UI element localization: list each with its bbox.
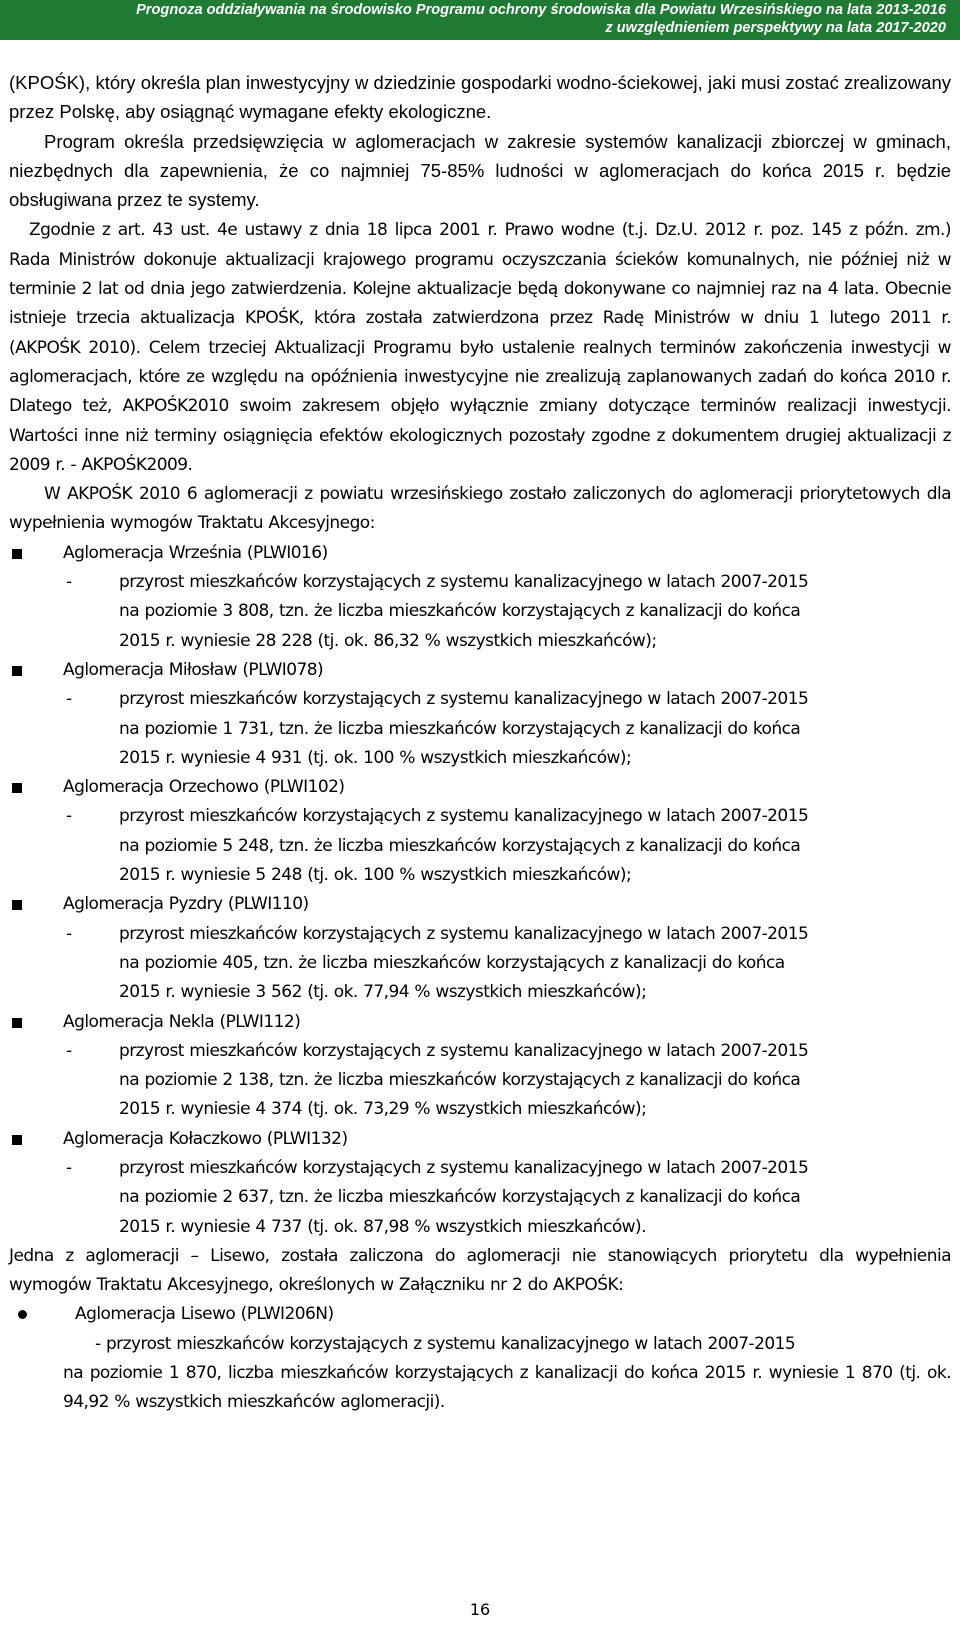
list-item — [9, 890, 951, 1007]
list-item — [9, 1125, 951, 1242]
agglomeration-line-3: 2015 r. wyniesie 5 248 (tj. ok. 100 % wszystkich mieszkańców); — [119, 865, 632, 886]
lisewo-line-1: - przyrost mieszkańców korzystających z systemu kanalizacyjnego w latach 2007-2015 — [95, 1333, 796, 1354]
agglomeration-line-1: przyrost mieszkańców korzystających z systemu kanalizacyjnego w latach 2007-2015 — [119, 689, 809, 710]
agglomeration-line-2: na poziomie 2 138, tzn. że liczba mieszkańców korzystających z kanalizacji do końca — [119, 1070, 801, 1091]
agglomeration-line-1: przyrost mieszkańców korzystających z systemu kanalizacyjnego w latach 2007-2015 — [119, 1040, 809, 1061]
agglomeration-title: Aglomeracja Miłosław (PLWI078) — [63, 659, 324, 680]
agglomeration-line-3: 2015 r. wyniesie 4 374 (tj. ok. 73,29 % wszystkich mieszkańców); — [119, 1099, 647, 1120]
agglomeration-title: Aglomeracja Kołaczkowo (PLWI132) — [63, 1128, 348, 1149]
agglomeration-title: Aglomeracja Września (PLWI016) — [63, 542, 328, 563]
paragraph-kposk-intro: (KPOŚK), który określa plan inwestycyjny w dziedzinie gospodarki wodno-ściekowej, jaki musi zostać zrealizowany przez Polskę, aby osiągnąć wymagane efekty ekologiczne. — [9, 72, 951, 123]
list-item — [9, 773, 951, 890]
square-bullet-icon — [12, 666, 22, 676]
agglomeration-title: Aglomeracja Nekla (PLWI112) — [63, 1011, 301, 1032]
dash-marker: - — [66, 1157, 72, 1178]
square-bullet-icon — [12, 549, 22, 559]
agglomeration-line-2: na poziomie 5 248, tzn. że liczba mieszkańców korzystających z kanalizacji do końca — [119, 835, 801, 856]
square-bullet-icon — [12, 900, 22, 910]
document-body — [9, 68, 951, 1418]
paragraph-legal-basis: Zgodnie z art. 43 ust. 4e ustawy z dnia 18 lipca 2001 r. Prawo wodne (t.j. Dz.U. 2012 r. poz. 145 z późn. zm.) Rada Ministrów dokonuje aktualizacji krajowego programu oczyszczania ścieków komunalnych, nie później niż w terminie 2 lat od dnia jego zatwierdzenia. Kolejne aktualizacje będą dokonywane co najmniej raz na 4 lata. Obecnie istnieje trzecia aktualizacja KPOŚK, która została zatwierdzona przez Radę Ministrów w dniu 1 lutego 2011 r. (AKPOŚK 2010). Celem trzeciej Aktualizacji Programu było ustalenie realnych terminów zakończenia inwestycji w aglomeracjach, które ze względu na opóźnienia inwestycyjne nie zrealizują zaplanowanych zadań do końca 2010 r. Dlatego też, AKPOŚK2010 swoim zakresem objęło wyłącznie zmiany dotyczące terminów realizacji inwestycji. Wartości inne niż terminy osiągnięcia efektów ekologicznych pozostały zgodne z dokumentem drugiej aktualizacji z 2009 r. - AKPOŚK2009. — [9, 220, 951, 475]
dash-marker: - — [66, 1040, 72, 1061]
agglomeration-line-1: przyrost mieszkańców korzystających z systemu kanalizacyjnego w latach 2007-2015 — [119, 806, 809, 827]
agglomeration-line-3: 2015 r. wyniesie 28 228 (tj. ok. 86,32 % wszystkich mieszkańców); — [119, 630, 657, 651]
agglomeration-line-2: na poziomie 3 808, tzn. że liczba mieszkańców korzystających z kanalizacji do końca — [119, 601, 801, 622]
paragraph-program-scope: Program określa przedsięwzięcia w aglomeracjach w zakresie systemów kanalizacji zbiorczej w gminach, niezbędnych dla zapewnienia, że co najmniej 75-85% ludności w aglomeracjach do końca 2015 r. będzie obsługiwana przez te systemy. — [9, 130, 951, 211]
square-bullet-icon — [12, 1135, 22, 1145]
agglomeration-list — [9, 539, 951, 1242]
page-number: 16 — [469, 1600, 491, 1619]
agglomeration-line-2: na poziomie 405, tzn. że liczba mieszkańców korzystających z kanalizacji do końca — [119, 952, 785, 973]
agglomeration-line-2: na poziomie 1 731, tzn. że liczba mieszkańców korzystających z kanalizacji do końca — [119, 718, 801, 739]
agglomeration-title: Aglomeracja Pyzdry (PLWI110) — [63, 894, 309, 915]
dash-marker: - — [66, 806, 72, 827]
agglomeration-line-3: 2015 r. wyniesie 4 931 (tj. ok. 100 % wszystkich mieszkańców); — [119, 747, 632, 768]
lisewo-item — [9, 1300, 951, 1417]
header-line-2: z uwzględnieniem perspektywy na lata 2017-2020 — [605, 20, 946, 36]
square-bullet-icon — [12, 783, 22, 793]
dash-marker: - — [66, 689, 72, 710]
header-line-1: Prognoza oddziaływania na środowisko Programu ochrony środowiska dla Powiatu Wrzesińskiego na lata 2013-2016 — [136, 2, 946, 18]
paragraph-lisewo-intro: Jedna z aglomeracji – Lisewo, została zaliczona do aglomeracji nie stanowiących priorytetu dla wypełnienia wymogów Traktatu Akcesyjnego, określonych w Załączniku nr 2 do AKPOŚK: — [9, 1245, 951, 1296]
list-item — [9, 1008, 951, 1125]
agglomeration-line-1: przyrost mieszkańców korzystających z systemu kanalizacyjnego w latach 2007-2015 — [119, 923, 809, 944]
lisewo-title: Aglomeracja Lisewo (PLWI206N) — [75, 1304, 334, 1325]
agglomeration-line-3: 2015 r. wyniesie 3 562 (tj. ok. 77,94 % wszystkich mieszkańców); — [119, 982, 647, 1003]
round-bullet-icon — [18, 1310, 27, 1319]
lisewo-rest: na poziomie 1 870, liczba mieszkańców korzystających z kanalizacji do końca 2015 r. wyniesie 1 870 (tj. ok. 94,92 % wszystkich mieszkańców aglomeracji). — [63, 1363, 951, 1413]
agglomeration-title: Aglomeracja Orzechowo (PLWI102) — [63, 777, 345, 798]
list-item — [9, 656, 951, 773]
square-bullet-icon — [12, 1018, 22, 1028]
dash-marker: - — [66, 572, 72, 593]
document-header — [0, 0, 960, 40]
list-item — [9, 539, 951, 656]
agglomeration-line-1: przyrost mieszkańców korzystających z systemu kanalizacyjnego w latach 2007-2015 — [119, 1157, 809, 1178]
dash-marker: - — [66, 923, 72, 944]
agglomeration-line-3: 2015 r. wyniesie 4 737 (tj. ok. 87,98 % wszystkich mieszkańców). — [119, 1216, 646, 1237]
agglomeration-line-1: przyrost mieszkańców korzystających z systemu kanalizacyjnego w latach 2007-2015 — [119, 572, 809, 593]
agglomeration-line-2: na poziomie 2 637, tzn. że liczba mieszkańców korzystających z kanalizacji do końca — [119, 1187, 801, 1208]
paragraph-priority-agglomerations: W AKPOŚK 2010 6 aglomeracji z powiatu wrzesińskiego zostało zaliczonych do aglomeracji priorytetowych dla wypełnienia wymogów Traktatu Akcesyjnego: — [9, 484, 951, 534]
